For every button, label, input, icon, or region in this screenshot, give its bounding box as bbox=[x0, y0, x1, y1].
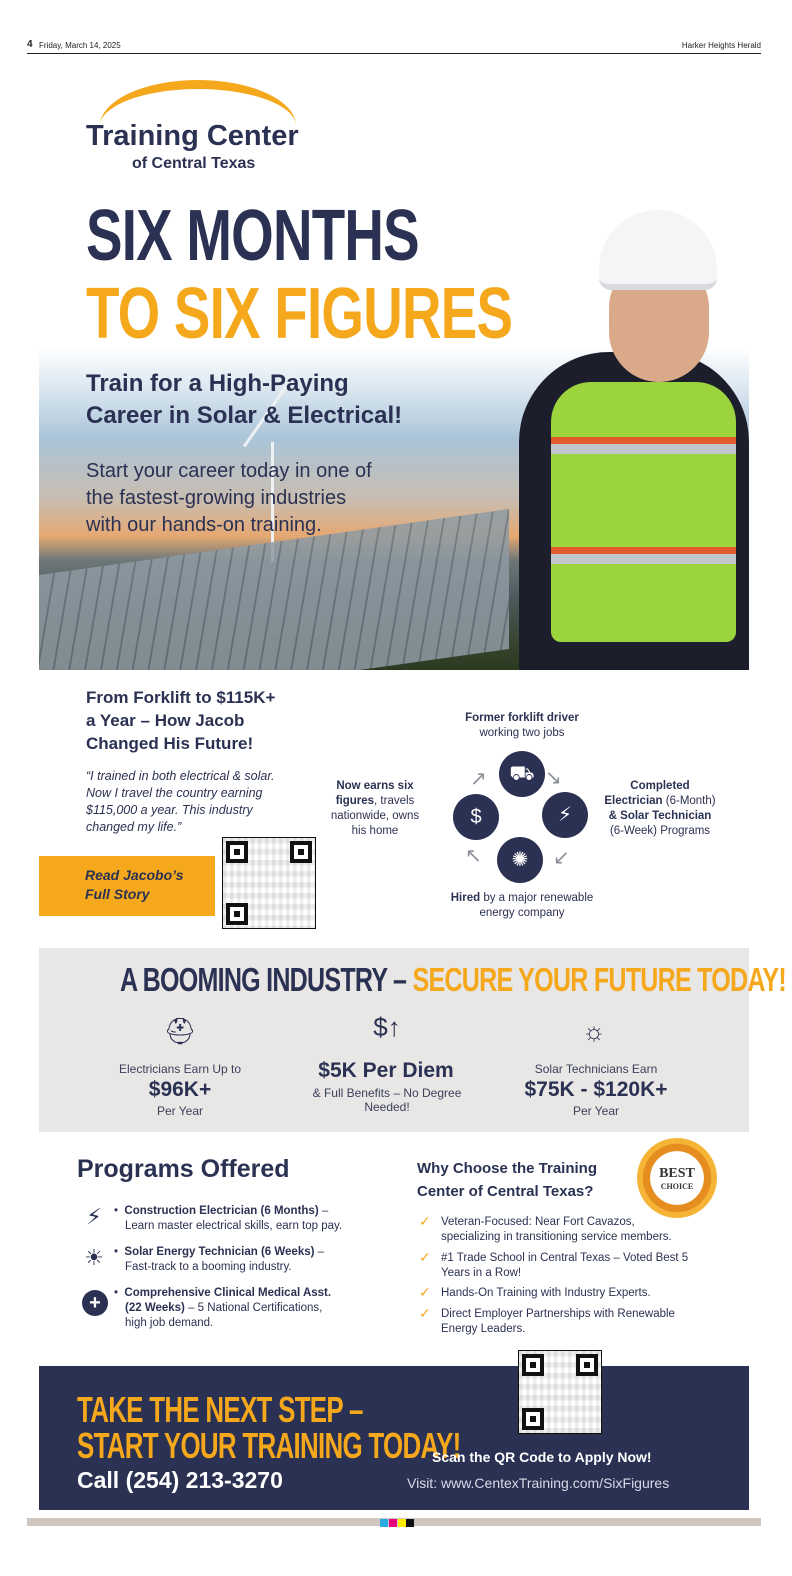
program-medical-desc: high job demand. bbox=[125, 1317, 214, 1329]
cycle-step-hired bbox=[430, 891, 614, 921]
stat-electrician-note: Per Year bbox=[156, 1104, 204, 1118]
website-link[interactable]: Visit: www.CentexTraining.com/SixFigures bbox=[407, 1475, 670, 1491]
lightning-icon: ⚡ bbox=[542, 792, 588, 838]
intro-line-1: Start your career today in one of bbox=[86, 460, 372, 482]
why-item-veteran bbox=[441, 1215, 672, 1245]
stat-electrician-value: $96K+ bbox=[148, 1078, 212, 1101]
stat-solar-label: Solar Technicians Earn bbox=[534, 1062, 658, 1076]
why-item-3-line-1: Hands-On Training with Industry Experts. bbox=[441, 1287, 651, 1299]
issue-date: Friday, March 14, 2025 bbox=[39, 41, 121, 50]
program-medical: • Comprehensive Clinical Medical Asst. (22 Weeks) – 5 National Certifications, high job demand. bbox=[114, 1287, 332, 1329]
badge-choice: CHOICE bbox=[660, 1182, 694, 1191]
cycle-right-l2n: (6-Month) bbox=[662, 795, 716, 807]
story-title-line-1: From Forklift to $115K+ bbox=[86, 688, 276, 707]
cycle-bottom-l2: energy company bbox=[479, 907, 565, 919]
program-solar-desc: Fast-track to a booming industry. bbox=[125, 1261, 292, 1273]
program-medical-name: Comprehensive Clinical Medical Asst. bbox=[124, 1287, 332, 1299]
cycle-left-l1: Now earns six bbox=[336, 780, 414, 792]
cycle-right-l2b: Electrician bbox=[604, 795, 663, 807]
lightning-bolt-icon: ⚡ bbox=[86, 1204, 102, 1229]
read-button-line-2: Full Story bbox=[85, 886, 150, 902]
cycle-right-l4: (6-Week) Programs bbox=[609, 825, 711, 837]
stat-solar-value: $75K - $120K+ bbox=[524, 1078, 668, 1101]
booming-title-navy: A BOOMING INDUSTRY – bbox=[120, 961, 413, 998]
checkmark-icon: ✓ bbox=[419, 1305, 431, 1321]
cycle-left-l2n: , travels bbox=[374, 795, 415, 807]
publication-name: Harker Heights Herald bbox=[681, 41, 761, 50]
why-title-line-2: Center of Central Texas? bbox=[417, 1183, 594, 1200]
registration-mark-black bbox=[406, 1519, 414, 1527]
program-solar: • Solar Energy Technician (6 Weeks) – Fast-track to a booming industry. bbox=[114, 1246, 325, 1273]
cycle-top-bold: Former forklift driver bbox=[465, 712, 579, 724]
intro-line-3: with our hands-on training. bbox=[86, 514, 322, 536]
why-item-4-line-1: Direct Employer Partnerships with Renewable bbox=[441, 1308, 675, 1320]
why-item-4-line-2: Energy Leaders. bbox=[441, 1323, 526, 1335]
qr-finder bbox=[522, 1354, 544, 1376]
subheadline-line-1: Train for a High-Paying bbox=[86, 370, 349, 397]
why-item-2-line-2: Years in a Row! bbox=[441, 1267, 522, 1279]
program-electrician-name: Construction Electrician (6 Months) bbox=[124, 1205, 319, 1217]
program-medical-duration: (22 Weeks) bbox=[125, 1302, 185, 1314]
cycle-left-l2b: figures bbox=[335, 795, 375, 807]
hero-section bbox=[39, 62, 749, 670]
renewable-energy-icon: ✺ bbox=[497, 837, 543, 883]
quote-line-3: $115,000 a year. This industry bbox=[86, 803, 253, 817]
money-hand-icon: $ bbox=[453, 794, 499, 840]
story-qr-code[interactable] bbox=[222, 837, 316, 929]
booming-title bbox=[120, 960, 786, 1000]
quote-line-4: changed my life.” bbox=[86, 820, 182, 834]
read-button-line-1: Read Jacobo’s bbox=[85, 867, 184, 883]
apply-qr-code[interactable] bbox=[518, 1350, 602, 1434]
why-title-line-1: Why Choose the Training bbox=[417, 1160, 598, 1177]
checkmark-icon: ✓ bbox=[419, 1284, 431, 1300]
program-solar-name: Solar Energy Technician (6 Weeks) bbox=[124, 1246, 315, 1258]
cycle-arrow-icon: ↙ bbox=[553, 847, 570, 869]
why-item-partnerships bbox=[441, 1307, 675, 1337]
money-stack-icon: $↑ bbox=[373, 1012, 401, 1042]
read-full-story-button[interactable] bbox=[39, 856, 215, 916]
stat-electrician-label: Electricians Earn Up to bbox=[118, 1062, 242, 1076]
program-electrician-desc: Learn master electrical skills, earn top pay. bbox=[125, 1220, 343, 1232]
headline-six-months: SIX MONTHS bbox=[86, 196, 419, 276]
why-item-2-line-1: #1 Trade School in Central Texas – Voted Best 5 bbox=[441, 1252, 689, 1264]
cycle-arrow-icon: ↘ bbox=[545, 767, 562, 789]
page-header bbox=[27, 38, 761, 54]
hard-hat-graphic bbox=[599, 210, 717, 290]
cycle-step-forklift bbox=[430, 711, 614, 741]
badge-best: BEST bbox=[659, 1166, 695, 1181]
quote-line-2: Now I travel the country earning bbox=[86, 786, 263, 800]
subheadline-line-2: Career in Solar & Electrical! bbox=[86, 402, 403, 429]
stat-per-diem-value: $5K Per Diem bbox=[318, 1059, 454, 1082]
quote-line-1: “I trained in both electrical & solar. bbox=[86, 769, 275, 783]
cycle-left-l4: his home bbox=[351, 825, 399, 837]
qr-finder bbox=[576, 1354, 598, 1376]
solar-panel-sun-icon: ☼ bbox=[582, 1016, 606, 1046]
story-title-line-3: Changed His Future! bbox=[86, 734, 254, 753]
why-item-hands-on bbox=[441, 1286, 651, 1301]
booming-title-gold: SECURE YOUR FUTURE TODAY! bbox=[412, 961, 786, 998]
best-choice-badge bbox=[637, 1138, 717, 1218]
story-title-line-2: a Year – How Jacob bbox=[86, 711, 245, 730]
program-electrician: • Construction Electrician (6 Months) – Learn master electrical skills, earn top pay. bbox=[114, 1205, 343, 1232]
programs-title: Programs Offered bbox=[77, 1155, 290, 1183]
registration-mark-yellow bbox=[398, 1519, 406, 1527]
cta-line-1: TAKE THE NEXT STEP – bbox=[77, 1389, 363, 1430]
page-number: 4 bbox=[27, 39, 33, 50]
qr-finder bbox=[290, 841, 312, 863]
cycle-left-l3: nationwide, owns bbox=[330, 810, 420, 822]
cycle-right-l3b: & Solar Technician bbox=[608, 810, 712, 822]
cycle-step-training bbox=[598, 779, 722, 839]
why-item-1-line-1: Veteran-Focused: Near Fort Cavazos, bbox=[441, 1216, 635, 1228]
program-electrician-rest: – bbox=[318, 1205, 329, 1217]
qr-finder bbox=[226, 841, 248, 863]
logo-title: Training Center bbox=[86, 120, 299, 152]
registration-mark-cyan bbox=[380, 1519, 388, 1527]
electrician-worker-icon: ⛑ bbox=[163, 1016, 197, 1046]
scan-qr-instruction: Scan the QR Code to Apply Now! bbox=[432, 1449, 652, 1465]
cycle-step-earns bbox=[318, 779, 432, 839]
cycle-arrow-icon: ↖ bbox=[465, 845, 482, 867]
logo-subtitle: of Central Texas bbox=[132, 155, 256, 172]
registration-mark-magenta bbox=[389, 1519, 397, 1527]
stat-solar-note: Per Year bbox=[572, 1104, 620, 1118]
cycle-right-l1: Completed bbox=[630, 780, 690, 792]
why-item-1-line-2: specializing in transitioning service members. bbox=[441, 1231, 672, 1243]
why-item-trade-school bbox=[441, 1251, 688, 1281]
cta-line-2: START YOUR TRAINING TODAY! bbox=[77, 1425, 461, 1466]
intro-line-2: the fastest-growing industries bbox=[86, 487, 347, 509]
forklift-icon: ⛟ bbox=[499, 751, 545, 797]
cycle-top-normal: working two jobs bbox=[479, 727, 565, 739]
cycle-bottom-normal: by a major renewable bbox=[480, 892, 594, 904]
safety-vest-graphic bbox=[551, 382, 736, 642]
headline-six-figures: TO SIX FIGURES bbox=[86, 274, 513, 354]
cycle-arrow-icon: ↗ bbox=[470, 768, 487, 790]
phone-number-link[interactable]: Call (254) 213-3270 bbox=[77, 1467, 283, 1493]
solar-panel-icon: ☀ bbox=[84, 1245, 104, 1270]
qr-finder bbox=[226, 903, 248, 925]
program-solar-rest: – bbox=[314, 1246, 325, 1258]
qr-finder bbox=[522, 1408, 544, 1430]
checkmark-icon: ✓ bbox=[419, 1213, 431, 1229]
checkmark-icon: ✓ bbox=[419, 1249, 431, 1265]
stat-per-diem-note: & Full Benefits – No Degree Needed! bbox=[312, 1086, 462, 1114]
cycle-bottom-bold: Hired bbox=[450, 892, 481, 904]
medical-cross-icon: + bbox=[82, 1290, 108, 1316]
program-medical-rest: – 5 National Certifications, bbox=[184, 1302, 323, 1314]
